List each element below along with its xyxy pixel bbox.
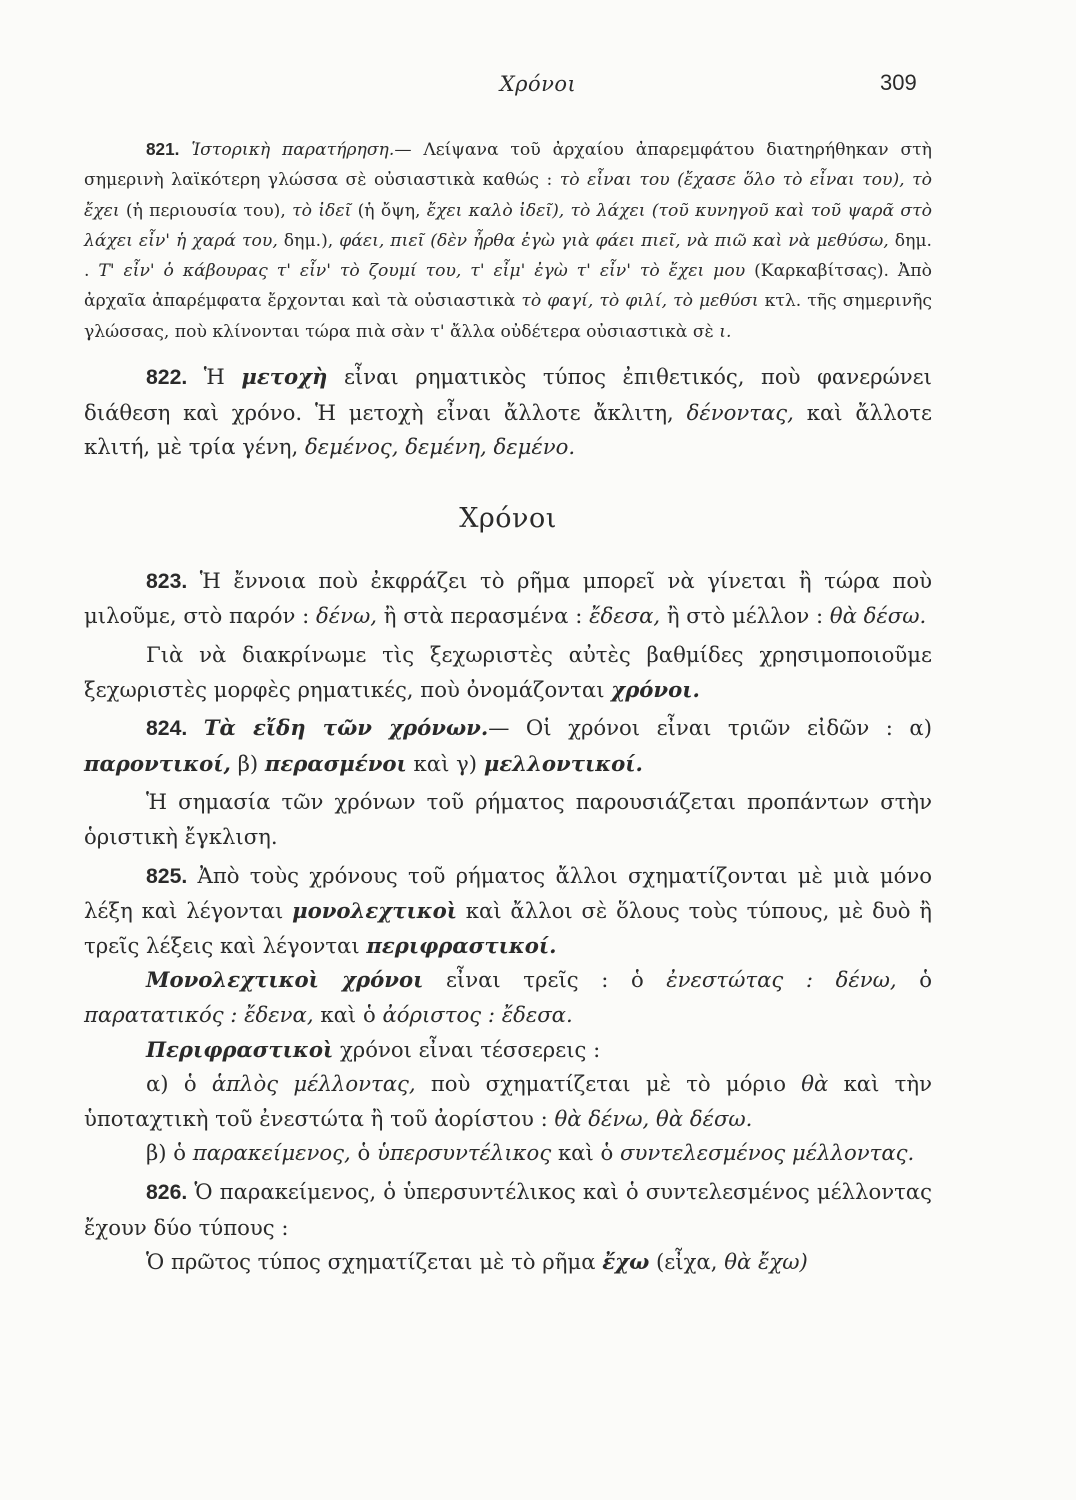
paragraph-825-e — [84, 1136, 932, 1171]
paragraph-825-c — [84, 1033, 932, 1068]
paragraph-heading: Ἱστορικὴ παρατήρηση. — [191, 140, 395, 160]
term: Μονολεχτικοὶ χρόνοι — [146, 967, 424, 993]
term: περιφραστικοί. — [366, 932, 557, 958]
section-heading: Χρόνοι — [459, 502, 557, 534]
text: Ἡ ἔννοια ποὺ ἐκφράζει τὸ ρῆμα μπορεῖ νὰ γίνεται ἢ τώρα ποὺ μιλοῦμε, στὸ παρόν : — [84, 567, 932, 629]
term: ἔχω — [602, 1249, 650, 1275]
text: ὁ — [919, 967, 932, 993]
paragraph-821 — [84, 134, 932, 347]
text: α) ὁ — [146, 1071, 197, 1097]
paragraph-number: 826. — [146, 1180, 188, 1204]
text-body — [84, 134, 932, 1280]
paragraph-823 — [84, 564, 932, 634]
paragraph-number: 825. — [146, 864, 188, 888]
paragraph-825-d — [84, 1067, 932, 1136]
example: τὸ φαγί, τὸ φιλί, τὸ μεθύσι — [521, 291, 759, 312]
text: καὶ τὴν ὑποταχτικὴ τοῦ ἐνεστώτα ἢ τοῦ ἀορίστου : — [84, 1071, 932, 1131]
text: ἢ στὸ μέλλον : — [666, 603, 824, 629]
text: Ὁ πρῶτος τύπος σχηματίζεται μὲ τὸ ρῆμα — [146, 1249, 596, 1275]
example: ι. — [719, 321, 732, 342]
paragraph-825 — [84, 859, 932, 964]
text: ἢ στὰ περασμένα : — [383, 603, 583, 629]
text: Ἡ σημασία τῶν χρόνων τοῦ ρήματος παρουσιάζεται προπάντων στὴν ὁριστικὴ ἔγκλιση. — [84, 789, 932, 850]
text: ποὺ σχηματίζεται μὲ τὸ μόριο — [430, 1071, 786, 1097]
text: δημ.), — [283, 230, 334, 251]
example: δεμένος, δεμένη, δεμένο. — [304, 434, 576, 460]
paragraph-826-b — [84, 1245, 932, 1280]
text: ὁ — [357, 1140, 371, 1166]
term: περασμένοι — [264, 750, 407, 776]
text: (ἡ περιουσία του), — [125, 200, 286, 221]
example: θὰ ἔχω) — [724, 1249, 808, 1275]
text: Ἀπὸ τοὺς χρόνους τοῦ ρήματος ἄλλοι σχηματίζονται μὲ μιὰ μόνο λέξη καὶ λέγονται — [84, 862, 932, 924]
term: μελλοντικοί. — [483, 750, 643, 776]
example: δένοντας, — [686, 399, 794, 425]
text: καὶ ἄλλοτε κλιτή, μὲ τρία γένη, — [84, 399, 932, 460]
example: ἁπλὸς μέλλοντας, — [211, 1071, 416, 1097]
paragraph-823-b — [84, 638, 932, 707]
paragraph-824-b — [84, 785, 932, 854]
term: μετοχὴ — [241, 364, 328, 390]
example: παρατατικός : ἔδενα, — [84, 1001, 314, 1027]
example: θὰ δένω, θὰ δέσω. — [554, 1105, 753, 1131]
term: παροντικοί, — [84, 750, 231, 776]
paragraph-826 — [84, 1175, 932, 1245]
text: καὶ γ) — [413, 750, 478, 776]
text: Γιὰ νὰ διακρίνωμε τὶς ξεχωριστὲς αὐτὲς βαθμίδες χρησιμοποιοῦμε ξεχωριστὲς μορφὲς ρηματικές, ποὺ ὀνομάζονται — [84, 642, 932, 702]
running-title: Χρόνοι — [499, 72, 577, 96]
paragraph-number: 822. — [146, 366, 188, 390]
text: (ἡ ὄψη, — [357, 200, 421, 221]
example: ἀόριστος : ἔδεσα. — [382, 1001, 573, 1027]
text: — Λείψανα τοῦ ἀρχαίου ἀπαρεμφάτου διατηρήθηκαν στὴ σημερινὴ λαϊκότερη γλώσσα σὲ οὐσιαστικὰ καθώς : — [84, 140, 932, 191]
example: συντελεσμένος μέλλοντας. — [620, 1140, 915, 1166]
text: (εἶχα, — [656, 1249, 718, 1275]
text: β) — [237, 750, 259, 776]
paragraph-825-b — [84, 963, 932, 1032]
text: καὶ ἄλλοι σὲ ὅλους τοὺς τύπους, μὲ δυὸ ἢ τρεῖς λέξεις καὶ λέγονται — [84, 898, 932, 958]
paragraph-822 — [84, 360, 932, 465]
example: θὰ δέσω. — [829, 603, 927, 629]
example: δένω, — [315, 603, 378, 629]
term: Περιφραστικοὶ — [146, 1036, 334, 1062]
text: καὶ ὁ — [320, 1001, 376, 1027]
example: τὸ ἰδεῖ — [292, 200, 352, 221]
text: χρόνοι εἶναι τέσσερεις : — [339, 1036, 601, 1062]
example: θὰ — [801, 1071, 829, 1097]
text: Ἡ — [203, 364, 225, 390]
text: — Οἱ χρόνοι εἶναι τριῶν εἰδῶν : α) — [488, 715, 932, 741]
paragraph-number: 824. — [146, 717, 188, 741]
text: β) ὁ — [146, 1140, 187, 1166]
text: κτλ. τῆς σημερινῆς γλώσσας, ποὺ κλίνονται τώρα πιὰ σὰν τ' ἄλλα οὐδέτερα οὐσιαστικὰ σὲ — [84, 291, 933, 342]
example: φάει, πιεῖ (δὲν ἦρθα ἐγὼ γιὰ φάει πιεῖ, νὰ πιῶ καὶ νὰ μεθύσω, — [339, 230, 889, 251]
text: (Καρκαβίτσας). Ἀπὸ ἀρχαῖα ἀπαρέμφατα ἔρχονται καὶ τὰ οὐσιαστικὰ — [84, 261, 932, 312]
example: ἐνεστώτας : δένω, — [666, 967, 897, 993]
example: παρακείμενος, — [192, 1140, 351, 1166]
example: ἔδεσα, — [589, 603, 661, 629]
example: Τ' εἶν' ὁ κάβουρας τ' εἶν' τὸ ζουμί του, τ' εἶμ' ἐγὼ τ' εἶν' τὸ ἔχει μου — [98, 261, 746, 282]
text: Ὁ παρακείμενος, ὁ ὑπερσυντέλικος καὶ ὁ συντελεσμένος μέλλοντας ἔχουν δύο τύπους : — [84, 1178, 932, 1240]
text: εἶναι ρηματικὸς τύπος ἐπιθετικός, ποὺ φανερώνει διάθεση καὶ χρόνο. Ἡ μετοχὴ εἶναι ἄλλοτε ἄκλιτη, — [84, 364, 932, 425]
example: τὸ εἶναι του (ἔχασε ὅλο τὸ εἶναι του), τὸ ἔχει — [84, 170, 932, 221]
paragraph-824 — [84, 711, 932, 781]
paragraph-number: 821. — [146, 139, 180, 159]
example: ὑπερσυντέλικος — [376, 1140, 552, 1166]
page-number: 309 — [880, 70, 917, 95]
term: χρόνοι. — [611, 676, 700, 702]
text: δημ. . — [84, 230, 932, 282]
example: ἔχει καλὸ ἰδεῖ), τὸ λάχει (τοῦ κυνηγοῦ καὶ τοῦ ψαρᾶ στὸ λάχει εἶν' ἡ χαρά του, — [84, 200, 933, 251]
text: εἶναι τρεῖς : ὁ — [445, 967, 644, 993]
term: μονολεχτικοὶ — [292, 898, 457, 924]
paragraph-heading: Τὰ εἴδη τῶν χρόνων. — [203, 715, 489, 741]
paragraph-number: 823. — [146, 569, 188, 593]
text: καὶ ὁ — [557, 1140, 614, 1166]
